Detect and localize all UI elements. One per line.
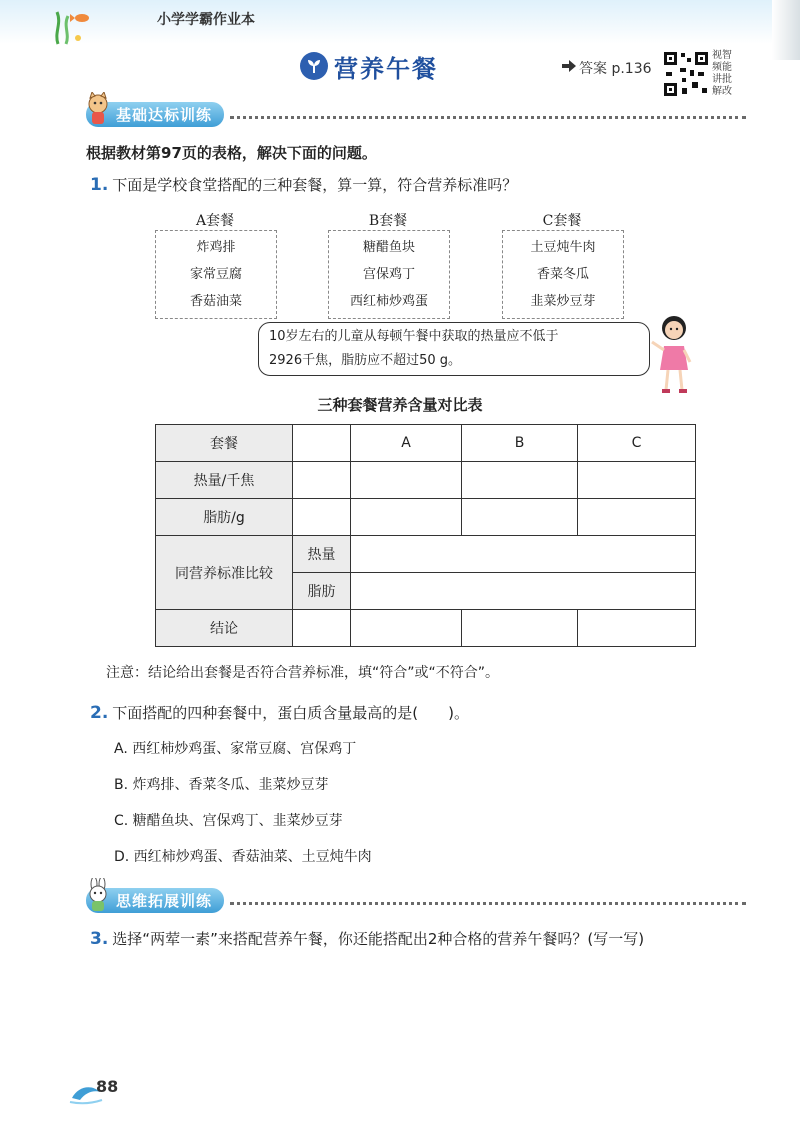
section-title: 基础达标训练 [116, 105, 213, 124]
intro-text: 根据教材第97页的表格，解决下面的问题。 [86, 144, 377, 162]
row-label: 脂肪/g [156, 499, 293, 536]
answer-cell[interactable] [578, 462, 696, 499]
qr-label-line: 解改 [712, 86, 732, 97]
speech-bubble [258, 322, 650, 376]
meal-item: 韭菜炒豆芽 [530, 294, 596, 309]
page-title [300, 50, 438, 82]
section-badge [86, 888, 224, 913]
option-c[interactable]: C. 糖醋鱼块、宫保鸡丁、韭菜炒豆芽 [114, 813, 343, 829]
meal-title: C套餐 [542, 213, 582, 229]
header-cell: B [462, 425, 578, 462]
meal-item: 家常豆腐 [189, 267, 242, 282]
page-edge [772, 0, 800, 60]
answer-cell[interactable] [293, 610, 351, 647]
speech-line: 10岁左右的儿童从每顿午餐中获取的热量应不低于 [269, 329, 559, 344]
row-label: 热量/千焦 [156, 462, 293, 499]
meal-item: 土豆炖牛肉 [530, 240, 596, 255]
qr-label-line: 频能 [712, 62, 732, 73]
qr-label-line: 视智 [712, 50, 732, 61]
question-text: 选择“两荤一素”来搭配营养午餐，你还能搭配出2种合格的营养午餐吗？(写一写) [112, 930, 645, 948]
section-header-extend [86, 888, 746, 912]
question-3 [90, 928, 644, 949]
dotted-divider [230, 116, 746, 119]
answer-cell[interactable] [462, 610, 578, 647]
section-badge [86, 102, 224, 127]
answer-cell[interactable] [351, 610, 462, 647]
meal-box [502, 230, 624, 319]
option-d[interactable]: D. 西红柿炒鸡蛋、香菇油菜、土豆炖牛肉 [114, 849, 372, 865]
sub-row-label: 脂肪 [293, 573, 351, 610]
meal-b [328, 210, 450, 319]
qr-label-line: 讲批 [712, 74, 732, 85]
note-text: 注意：结论给出套餐是否符合营养标准，填“符合”或“不符合”。 [106, 665, 500, 681]
header-cell: 套餐 [156, 425, 293, 462]
answer-cell[interactable] [578, 610, 696, 647]
question-number: 2. [90, 703, 109, 723]
meal-item: 香菇油菜 [189, 294, 242, 309]
question-2 [90, 702, 469, 723]
answer-cell[interactable] [351, 573, 696, 610]
qr-code-icon[interactable] [662, 50, 710, 98]
answer-cell[interactable] [462, 462, 578, 499]
dotted-divider [230, 902, 746, 905]
answer-reference[interactable] [562, 58, 652, 78]
header-cell: C [578, 425, 696, 462]
page-number: 88 [96, 1077, 119, 1096]
option-a[interactable]: A. 西红柿炒鸡蛋、家常豆腐、宫保鸡丁 [114, 741, 357, 757]
girl-character-icon [648, 312, 694, 396]
table-title: 三种套餐营养含量对比表 [317, 396, 483, 414]
section-header-basic [86, 102, 746, 126]
question-number: 1. [90, 175, 109, 195]
row-label: 结论 [156, 610, 293, 647]
answer-cell[interactable] [293, 499, 351, 536]
meal-box [155, 230, 277, 319]
leaf-icon [300, 52, 328, 80]
answer-cell[interactable] [462, 499, 578, 536]
rabbit-mascot-icon [84, 878, 112, 912]
row-label: 同营养标准比较 [156, 536, 293, 610]
answer-cell[interactable] [351, 536, 696, 573]
question-number: 3. [90, 929, 109, 949]
qr-label [712, 50, 742, 98]
meal-title: A套餐 [195, 213, 235, 229]
meal-item: 糖醋鱼块 [362, 240, 415, 255]
blank-cell [293, 425, 351, 462]
option-b[interactable]: B. 炸鸡排、香菜冬瓜、韭菜炒豆芽 [114, 777, 329, 793]
meal-item: 炸鸡排 [196, 240, 236, 255]
arrow-right-icon [562, 60, 576, 76]
answer-cell[interactable] [578, 499, 696, 536]
meal-item: 香菜冬瓜 [536, 267, 589, 282]
question-text: 下面是学校食堂搭配的三种套餐，算一算，符合营养标准吗？ [112, 176, 518, 194]
meal-item: 宫保鸡丁 [362, 267, 415, 282]
meal-item: 西红柿炒鸡蛋 [349, 294, 428, 309]
meal-box [328, 230, 450, 319]
question-1 [90, 174, 517, 195]
cat-mascot-icon [84, 92, 112, 126]
speech-line: 2926千焦，脂肪应不超过50 g。 [269, 353, 462, 368]
nutrition-table [155, 424, 696, 647]
meal-c [502, 210, 624, 319]
answer-cell[interactable] [351, 499, 462, 536]
seaweed-fish-icon [48, 4, 143, 46]
meal-a [155, 210, 277, 319]
section-title: 思维拓展训练 [116, 891, 213, 910]
answer-text: 答案 p.136 [579, 61, 652, 77]
answer-cell[interactable] [351, 462, 462, 499]
answer-cell[interactable] [293, 462, 351, 499]
meal-title: B套餐 [368, 213, 408, 229]
header-cell: A [351, 425, 462, 462]
title-text: 营养午餐 [334, 54, 438, 83]
sub-row-label: 热量 [293, 536, 351, 573]
brand-name: 小学学霸作业本 [157, 12, 255, 28]
question-text: 下面搭配的四种套餐中，蛋白质含量最高的是( )。 [112, 704, 470, 722]
